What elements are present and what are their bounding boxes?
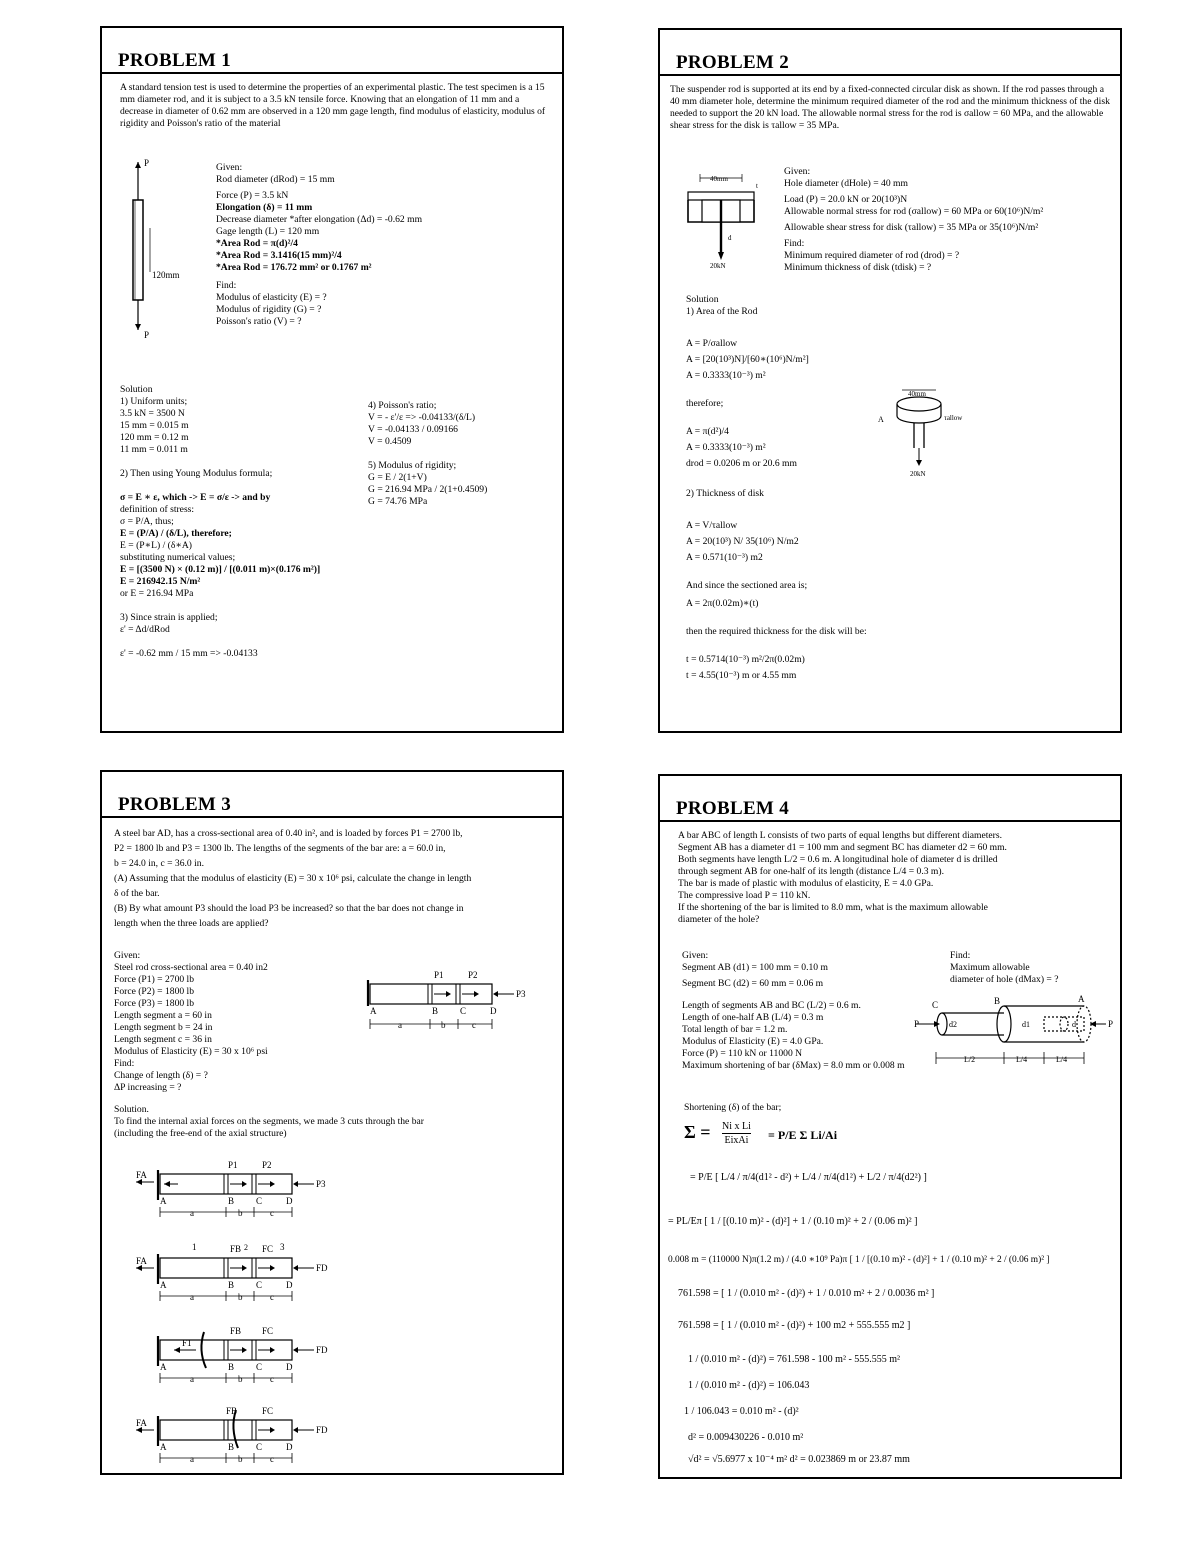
fbd2-d: D <box>286 1280 293 1290</box>
bar-d: d <box>1072 1020 1076 1029</box>
problem-3-title: PROBLEM 3 <box>118 794 232 815</box>
problem-1-given: Given: Rod diameter (dRod) = 15 mm Force (P) = 3.5 kN Elongation (δ) = 11 mm Decrease diameter *after elongation (Δd) = -0.62 mm Gage length (L) = 120 mm *Area Rod = π(d)²/4 *Area Rod = 3.1416(15 mm)²/4 *Area Rod = 176.72 mm² or 0.1767 m² Find: Modulus of elasticity (E) = ? Modulus of rigidity (G) = ? Poisson's ratio (V) = ? <box>216 162 423 327</box>
eq1-numerator: Ni x Li <box>722 1121 751 1132</box>
fbd1-la: a <box>190 1208 194 1218</box>
fbd4-fc: FC <box>262 1406 274 1416</box>
fbd4-la: a <box>190 1454 194 1464</box>
fbd2-fd: FD <box>316 1263 328 1273</box>
fbd2-la: a <box>190 1292 194 1302</box>
fbd1-d: D <box>286 1196 293 1206</box>
problem-1-title: PROBLEM 1 <box>118 50 232 71</box>
gage-length-label: 120mm <box>152 270 180 280</box>
fbd4-fa: FA <box>136 1418 147 1428</box>
disk-hole-label: 40mm <box>908 390 926 398</box>
point-d: D <box>490 1006 497 1016</box>
fbd4-b: B <box>228 1442 235 1452</box>
shortening-heading: Shortening (δ) of the bar; <box>684 1102 782 1113</box>
equation-4: 0.008 m = (110000 N)π(1.2 m) / (4.0 ∗10⁹ Pa)π [ 1 / [(0.10 m)² - (d)²] + 1 / (0.10 m)² + 2 / (0.06 m)² ] <box>668 1255 1050 1265</box>
eq1-denominator: EixAi <box>724 1135 749 1146</box>
fbd2-a: A <box>160 1280 167 1290</box>
force-label-top: P <box>144 158 150 168</box>
fbd2-fa: FA <box>136 1256 147 1266</box>
fbd2-n1: 1 <box>192 1242 197 1252</box>
equation-11: √d² = √5.6977 x 10⁻⁴ m² d² = 0.023869 m or 23.87 mm <box>688 1454 910 1465</box>
fbd3-d: D <box>286 1362 293 1372</box>
fbd3-f1: F1 <box>182 1338 192 1348</box>
tension-specimen-figure <box>122 160 192 340</box>
fbd1-fa: FA <box>136 1170 147 1180</box>
bar-point-a: A <box>1078 994 1085 1004</box>
drilled-bar-figure <box>914 992 1114 1072</box>
problem-1-solution-left: Solution 1) Uniform units; 3.5 kN = 3500 N 15 mm = 0.015 m 120 mm = 0.12 m 11 mm = 0.011 m 2) Then using Young Modulus formula; σ = E ∗ ε, which -> E = σ/ε -> and by definition of stress: σ = P/A, thus; E = (P/A) / (δ/L), therefore; E = (P∗L) / (δ∗A) substituting numerical values; E = [(3500 N) × (0.12 m)] / [(0.011 m)×(0.176 m²)] E = 216942.15 N/m² or E = 216.94 MPa 3) Since strain is applied; ε' = Δd/dRod ε' = -0.62 mm / 15 mm => -0.04133 <box>120 384 321 659</box>
fbd4-fb: FB <box>226 1406 238 1416</box>
fbd3-fc: FC <box>262 1326 274 1336</box>
fbd2-n3: 3 <box>280 1242 285 1252</box>
problem-2-given: Given: Hole diameter (dHole) = 40 mm Load (P) = 20.0 kN or 20(10³)N Allowable normal stress for rod (σallow) = 60 MPa or 60(10⁶)N/m² Allowable shear stress for disk (τallow) = 35 MPa or 35(10⁶)N/m² Find: Minimum required diameter of rod (drod) = ? Minimum thickness of disk (tdisk) = ? <box>784 166 1044 273</box>
problem-1-statement: A standard tension test is used to determine the properties of an experimental plastic. The test specimen is a 15 mm diameter rod, and it is subject to a 3.5 kN tensile force. Knowing that an elongation of 11 mm and a decrease in diameter of 0.62 mm are observed in a 120 mm gage length, find modulus of elasticity, modulus of rigidity and Poisson's ratio of the material <box>120 82 546 129</box>
problem-4-statement: A bar ABC of length L consists of two parts of equal lengths but different diameters. Segment AB has a diameter d1 = 100 mm and segment BC has diameter d2 = 60 mm. Both segments have length L/2 = 0.6 m. A longitudinal hole of diameter d is drilled through segment AB for one-half of its length (distance L/4 = 0.3 m). The bar is made of plastic with modulus of elasticity, E = 4.0 GPa. The compressive load P = 110 kN. If the shortening of the bar is limited to 8.0 mm, what is the maximum allowable diameter of the hole? <box>678 830 1007 925</box>
disk-load-label: 20kN <box>910 470 926 478</box>
fbd1-lc: c <box>270 1208 274 1218</box>
segment-a: a <box>398 1020 402 1030</box>
fbd3-lc: c <box>270 1374 274 1384</box>
fbd1-p2: P2 <box>262 1160 272 1170</box>
fbd2-lc: c <box>270 1292 274 1302</box>
sigma-symbol: Σ = <box>684 1122 711 1142</box>
disk-shear-figure <box>872 386 964 478</box>
fbd1-lb: b <box>238 1208 243 1218</box>
bar-point-c: C <box>932 1000 939 1010</box>
bar-p-right: P <box>1108 1019 1114 1029</box>
p1-label: P1 <box>434 970 444 980</box>
segment-b: b <box>441 1020 446 1030</box>
fbd4-d: D <box>286 1442 293 1452</box>
fbd2-b: B <box>228 1280 235 1290</box>
problem-4-find: Find: Maximum allowable diameter of hole (dMax) = ? <box>950 950 1059 985</box>
point-a: A <box>370 1006 377 1016</box>
problem-1-panel <box>100 26 564 733</box>
problem-4-given: Given: Segment AB (d1) = 100 mm = 0.10 m Segment BC (d2) = 60 mm = 0.06 m Length of segments AB and BC (L/2) = 0.6 m. Length of one-half AB (L/4) = 0.3 m Total length of bar = 1.2 m. Modulus of Elasticity (E) = 4.0 GPa. Force (P) = 110 kN or 11000 N Maximum shortening of bar (δMax) = 8.0 mm or 0.008 m <box>682 950 905 1071</box>
free-body-diagram-4 <box>134 1404 334 1470</box>
problem-3-statement: A steel bar AD, has a cross-sectional area of 0.40 in², and is loaded by forces P1 = 2700 lb, P2 = 1800 lb and P3 = 1300 lb. The lengths of the segments of the bar are: a = 60.0 in, b = 24.0 in, c = 36.0 in. (A) Assuming that the modulus of elasticity (E) = 30 x 10⁶ psi, calculate the change in length δ of the bar. (B) By what amount P3 should the load P3 be increased? so that the bar does not change in length when the three loads are applied? <box>114 828 472 929</box>
bar-l4-b: L/4 <box>1056 1055 1068 1064</box>
fbd4-c: C <box>256 1442 263 1452</box>
suspender-disk-figure <box>684 172 766 268</box>
problem-3-given: Given: Steel rod cross-sectional area = 0.40 in2 Force (P1) = 2700 lb Force (P2) = 1800 lb Force (P3) = 1800 lb Length segment a = 60 in Length segment b = 24 in Length segment c = 36 in Modulus of Elasticity (E) = 30 x 10⁶ psi Find: Change of length (δ) = ? ΔP increasing = ? Solution. To find the internal axial forces on the segments, we made 3 cuts through the bar (including the free-end of the axial structure) <box>114 950 424 1139</box>
bar-l4-a: L/4 <box>1016 1055 1028 1064</box>
problem-4-panel <box>658 774 1122 1479</box>
bar-d2: d2 <box>949 1020 957 1029</box>
equation-10: d² = 0.009430226 - 0.010 m² <box>688 1432 804 1443</box>
fbd2-fc: FC <box>262 1244 274 1254</box>
p2-label: P2 <box>468 970 478 980</box>
hole-label: 40mm <box>710 175 728 183</box>
shear-stress-label: τallow <box>944 414 963 422</box>
bar-diagram-main <box>362 966 542 1040</box>
fbd1-a: A <box>160 1196 167 1206</box>
equation-5: 761.598 = [ 1 / (0.010 m² - (d)²) + 1 / 0.010 m² + 2 / 0.0036 m² ] <box>678 1288 935 1299</box>
fbd1-p1: P1 <box>228 1160 238 1170</box>
equation-7: 1 / (0.010 m² - (d)²) = 761.598 - 100 m² - 555.555 m² <box>688 1354 901 1365</box>
equation-2: = P/E [ L/4 / π/4(d1² - d²) + L/4 / π/4(d1²) + L/2 / π/4(d2²) ] <box>690 1172 927 1183</box>
rod-diameter-label: d <box>728 234 732 242</box>
fbd4-lc: c <box>270 1454 274 1464</box>
fbd3-fb: FB <box>230 1326 242 1336</box>
problem-2-solution: Solution 1) Area of the Rod A = P/σallow A = [20(10³)N]/[60∗(10⁶)N/m²] A = 0.3333(10⁻³) m² therefore; A = π(d²)/4 A = 0.3333(10⁻³) m² drod = 0.0206 m or 20.6 mm 2) Thickness of disk A = V/τallow A = 20(10³) N/ 35(10⁶) N/m2 A = 0.571(10⁻³) m2 And since the sectioned area is; A = 2π(0.02m)∗(t) then the required thickness for the disk will be: t = 0.5714(10⁻³) m²/2π(0.02m) t = 4.55(10⁻³) m or 4.55 mm <box>686 294 867 681</box>
force-label-bottom: P <box>144 330 150 340</box>
point-b: B <box>432 1006 439 1016</box>
fbd1-b: B <box>228 1196 235 1206</box>
fbd2-c: C <box>256 1280 263 1290</box>
fbd2-n2: 2 <box>244 1243 248 1252</box>
bar-p-left: P <box>914 1019 920 1029</box>
bar-d1: d1 <box>1022 1020 1030 1029</box>
free-body-diagram-3 <box>134 1324 334 1390</box>
free-body-diagram-1 <box>134 1162 334 1228</box>
problem-4-title: PROBLEM 4 <box>676 798 790 819</box>
fbd2-fb: FB <box>230 1244 242 1254</box>
problem-2-statement: The suspender rod is supported at its end by a fixed-connected circular disk as shown. If the rod passes through a 40 mm diameter hole, determine the minimum required diameter of the rod and the minimum thickness of the disk needed to support the 20 kN load. The allowable normal stress for the rod is σallow = 60 MPa, and the allowable shear stress for the disk is τallow = 35 MPa. <box>670 84 1110 131</box>
fbd2-lb: b <box>238 1292 243 1302</box>
fbd3-a: A <box>160 1362 167 1372</box>
fbd3-c: C <box>256 1362 263 1372</box>
equation-3: = PL/Eπ [ 1 / [(0.10 m)² - (d)²] + 1 / (0.10 m)² + 2 / (0.06 m)² ] <box>668 1216 918 1227</box>
fbd3-lb: b <box>238 1374 243 1384</box>
fbd1-p3: P3 <box>316 1179 326 1189</box>
bar-l2: L/2 <box>964 1055 976 1064</box>
load-label: 20kN <box>710 262 726 270</box>
eq1-rhs: = P/E Σ Li/Ai <box>768 1128 838 1142</box>
point-c: C <box>460 1006 467 1016</box>
free-body-diagram-2 <box>134 1242 334 1308</box>
thickness-label: t <box>756 182 758 190</box>
equation-8: 1 / (0.010 m² - (d)²) = 106.043 <box>688 1380 810 1391</box>
p3-label: P3 <box>516 989 526 999</box>
equation-9: 1 / 106.043 = 0.010 m² - (d)² <box>684 1406 799 1417</box>
equation-6: 761.598 = [ 1 / (0.010 m² - (d)²) + 100 m2 + 555.555 m2 ] <box>678 1320 911 1331</box>
bar-point-b: B <box>994 996 1001 1006</box>
fbd4-a: A <box>160 1442 167 1452</box>
fbd4-fd: FD <box>316 1425 328 1435</box>
fbd1-c: C <box>256 1196 263 1206</box>
fbd3-b: B <box>228 1362 235 1372</box>
fbd3-la: a <box>190 1374 194 1384</box>
segment-c: c <box>472 1020 476 1030</box>
problem-2-panel <box>658 28 1122 733</box>
fbd4-lb: b <box>238 1454 243 1464</box>
shear-area-label: A <box>878 415 884 424</box>
problem-1-solution-right: 4) Poisson's ratio; V = - ε'/ε => -0.04133/(δ/L) V = -0.04133 / 0.09166 V = 0.4509 5) Modulus of rigidity; G = E / 2(1+V) G = 216.94 MPa / 2(1+0.4509) G = 74.76 MPa <box>368 400 488 507</box>
problem-3-panel <box>100 770 564 1475</box>
fbd3-fd: FD <box>316 1345 328 1355</box>
problem-2-title: PROBLEM 2 <box>676 52 790 73</box>
